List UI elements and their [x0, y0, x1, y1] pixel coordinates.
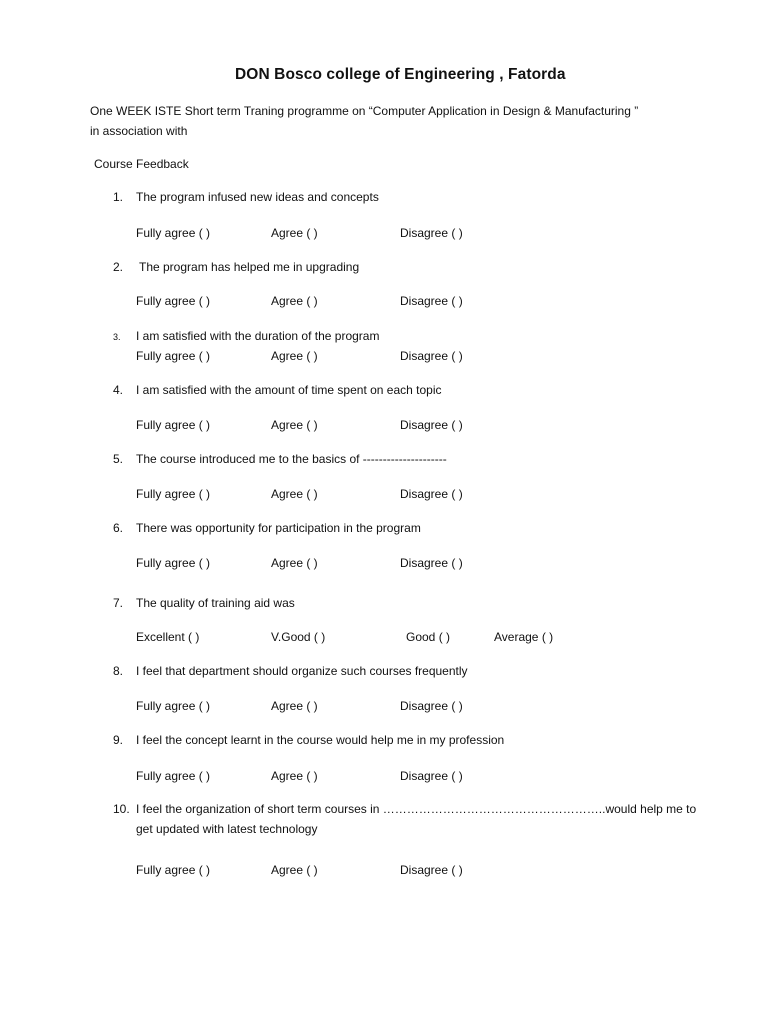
option-agree[interactable]: Agree ( ) [271, 769, 318, 783]
question-text: There was opportunity for participation in the program [136, 521, 421, 535]
question-number: 5. [113, 452, 124, 466]
question-number: 10. [113, 802, 130, 816]
option-fully-agree[interactable]: Fully agree ( ) [136, 699, 211, 713]
option-agree[interactable]: Agree ( ) [271, 556, 318, 570]
question-number: 9. [113, 733, 124, 747]
programme-line-2: in association with [90, 124, 188, 138]
option-fully-agree[interactable]: Fully agree ( ) [136, 418, 211, 432]
option-agree[interactable]: Agree ( ) [271, 294, 318, 308]
option-fully-agree[interactable]: Fully agree ( ) [136, 349, 211, 363]
question-text: I am satisfied with the amount of time spent on each topic [136, 383, 442, 397]
option-agree[interactable]: Agree ( ) [271, 349, 318, 363]
option-disagree[interactable]: Disagree ( ) [400, 769, 463, 783]
option-disagree[interactable]: Disagree ( ) [400, 863, 463, 877]
option-disagree[interactable]: Disagree ( ) [400, 226, 463, 240]
option-disagree[interactable]: Disagree ( ) [400, 294, 463, 308]
question-number: 3. [113, 332, 121, 342]
section-label: Course Feedback [94, 157, 189, 171]
option-disagree[interactable]: Disagree ( ) [400, 487, 463, 501]
option-agree[interactable]: Agree ( ) [271, 418, 318, 432]
question-number: 7. [113, 596, 124, 610]
question-number: 2. [113, 260, 124, 274]
option-fully-agree[interactable]: Fully agree ( ) [136, 487, 211, 501]
option-fully-agree[interactable]: Fully agree ( ) [136, 294, 211, 308]
option-agree[interactable]: Agree ( ) [271, 487, 318, 501]
option-disagree[interactable]: Disagree ( ) [400, 418, 463, 432]
option-fully-agree[interactable]: Fully agree ( ) [136, 556, 211, 570]
question-text: I feel the concept learnt in the course would help me in my profession [136, 733, 505, 747]
question-text: The program has helped me in upgrading [139, 260, 360, 274]
programme-line-1: One WEEK ISTE Short term Traning programme on “Computer Application in Design & Manufacturing ” [90, 104, 639, 118]
question-text: The course introduced me to the basics of --------------------- [136, 452, 447, 466]
question-text: The program infused new ideas and concepts [136, 190, 379, 204]
question-text: I feel that department should organize such courses frequently [136, 664, 468, 678]
question-number: 1. [113, 190, 124, 204]
question-number: 6. [113, 521, 124, 535]
option-agree[interactable]: Agree ( ) [271, 699, 318, 713]
question-text: I feel the organization of short term courses in ………………………………………………..would help me to [136, 802, 697, 816]
option-disagree[interactable]: Disagree ( ) [400, 556, 463, 570]
option-disagree[interactable]: Disagree ( ) [400, 699, 463, 713]
question-number: 8. [113, 664, 124, 678]
option-average[interactable]: Average ( ) [494, 630, 554, 644]
option-fully-agree[interactable]: Fully agree ( ) [136, 226, 211, 240]
option-excellent[interactable]: Excellent ( ) [136, 630, 200, 644]
question-number: 4. [113, 383, 124, 397]
question-text-continued: get updated with latest technology [136, 822, 318, 836]
option-good[interactable]: Good ( ) [406, 630, 451, 644]
question-text: I am satisfied with the duration of the program [136, 329, 380, 343]
option-fully-agree[interactable]: Fully agree ( ) [136, 769, 211, 783]
option-agree[interactable]: Agree ( ) [271, 863, 318, 877]
question-text: The quality of training aid was [136, 596, 295, 610]
option-very-good[interactable]: V.Good ( ) [271, 630, 326, 644]
option-fully-agree[interactable]: Fully agree ( ) [136, 863, 211, 877]
option-agree[interactable]: Agree ( ) [271, 226, 318, 240]
option-disagree[interactable]: Disagree ( ) [400, 349, 463, 363]
college-title: DON Bosco college of Engineering , Fatorda [235, 66, 566, 83]
